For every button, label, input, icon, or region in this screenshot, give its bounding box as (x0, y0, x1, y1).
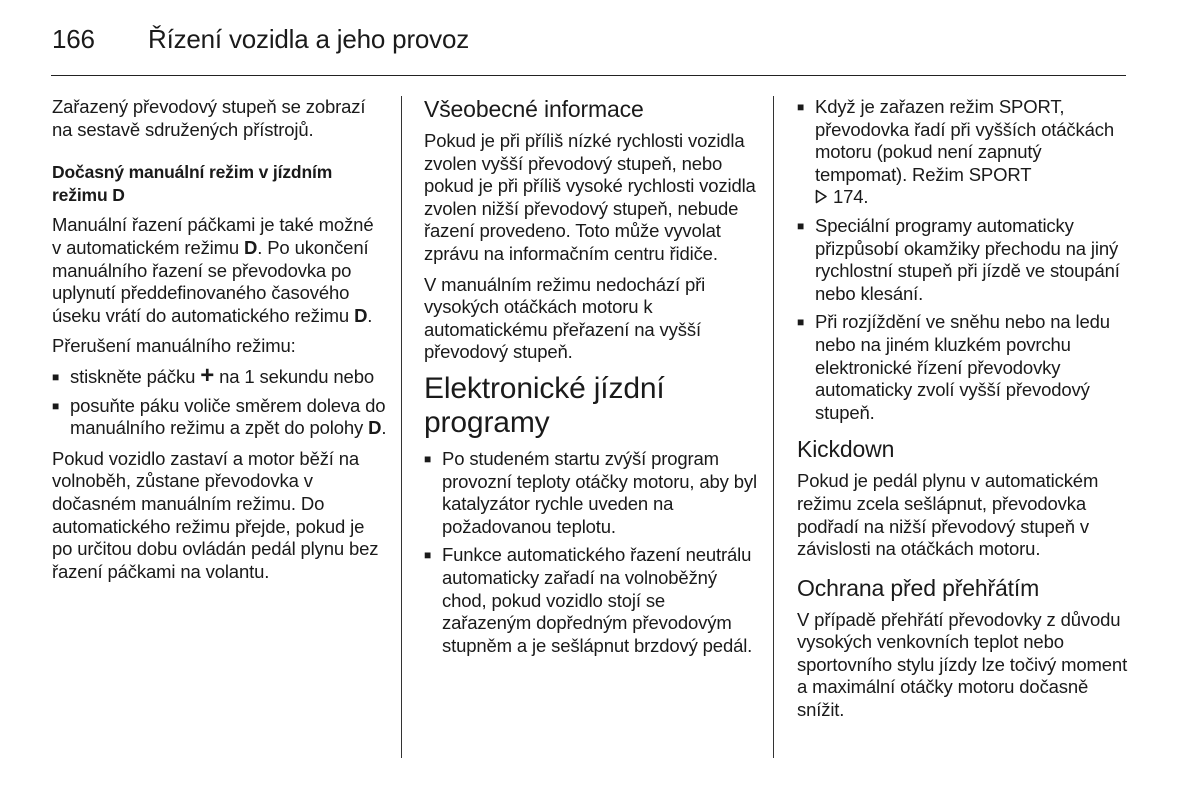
list-item: ■ Po studeném startu zvýší program provozní teploty otáčky motoru, aby byl katalyzátor rychle uveden na požadovanou teplotu. (424, 448, 759, 538)
column-divider-1 (401, 96, 402, 758)
page-number: 166 (52, 24, 95, 54)
intro-paragraph: Zařazený převodový stupeň se zobrazí na sestavě sdružených přístrojů. (52, 96, 366, 140)
plus-paddle-icon: + (200, 361, 215, 389)
temp-manual-paragraph: Manuální řazení páčkami je také možné v automatickém režimu D. Po ukončení manuálního řazení se převodovka po uplynutí předdefinovaného časového úseku vrátí do automatického režimu D. (52, 214, 374, 326)
general-info-heading: Všeobecné informace (424, 96, 644, 122)
general-info-paragraph: Pokud je při příliš nízké rychlosti vozidla zvolen vyšší převodový stupeň, nebo pokud je při příliš vysoké rychlosti vozidla zvolen nižší převodový stupeň, nebude řazení provedeno. Toto může vyvolat zprávu na informačním centru řidiče. (424, 130, 756, 264)
header-rule (51, 75, 1126, 76)
arrow-reference-icon (815, 186, 828, 207)
return-auto-paragraph: Pokud vozidlo zastaví a motor běží na volnoběh, zůstane převodovka v dočasném manuálním režimu. Do automatického režimu přejde, pokud je po určitou dobu ovládán pedál plynu bez řazení páčkami na volantu. (52, 447, 379, 582)
kickdown-paragraph: Pokud je pedál plynu v automatickém režimu zcela sešlápnut, převodovka podřadí na nižší převodový stupeň v závislosti na otáčkách motoru. (797, 470, 1099, 560)
kickdown-heading: Kickdown (797, 436, 895, 463)
chapter-title: Řízení vozidla a jeho provoz (148, 24, 470, 54)
electronic-programs-heading: Elektronické jízdní programy (424, 371, 665, 439)
list-item: ■ stiskněte páčku + na 1 sekundu nebo (52, 366, 387, 389)
column-divider-2 (773, 96, 774, 758)
interrupt-label: Přerušení manuálního režimu: (52, 335, 296, 357)
list-item: ■ posuňte páku voliče směrem doleva do manuálního režimu a zpět do polohy D. (52, 395, 387, 440)
list-item: ■ Funkce automatického řazení neutrálu automaticky zařadí na volnoběžný chod, pokud vozidlo stojí se zařazeným dopředným převodovým stupněm a je sešlápnut brzdový pedál. (424, 544, 759, 657)
list-item: ■ Speciální programy automaticky přizpůsobí okamžiky přechodu na jiný rychlostní stupeň při jízdě ve stoupání nebo klesání. (797, 215, 1132, 305)
overheat-paragraph: V případě přehřátí převodovky z důvodu vysokých venkovních teplot nebo sportovního stylu jízdy lze točivý moment a maximální otáčky motoru dočasně snížit. (797, 608, 1128, 721)
programs-list (424, 448, 759, 657)
page-header (52, 22, 469, 56)
column-2 (424, 96, 759, 665)
interrupt-list (52, 361, 387, 440)
overheat-heading: Ochrana před přehřátím (797, 574, 1040, 601)
list-item: ■ Při rozjíždění ve sněhu nebo na ledu nebo na jiném kluzkém povrchu elektronické řízení převodovky automaticky zvolí vyšší převodový stupeň. (797, 311, 1132, 424)
page-reference-link[interactable]: 174. (833, 186, 869, 208)
manual-mode-paragraph: V manuálním režimu nedochází při vysokých otáčkách motoru k automatickému přeřazení na vyšší převodový stupeň. (424, 273, 706, 363)
column-3 (797, 96, 1132, 730)
programs-list-continued (797, 96, 1132, 424)
list-item: ■ Když je zařazen režim SPORT, převodovka řadí při vyšších otáčkách motoru (pokud není zapnutý tempomat). Režim SPORT 174. (797, 96, 1132, 209)
temp-manual-heading: Dočasný manuální režim v jízdním režimu D (52, 162, 333, 205)
column-1 (52, 96, 387, 591)
